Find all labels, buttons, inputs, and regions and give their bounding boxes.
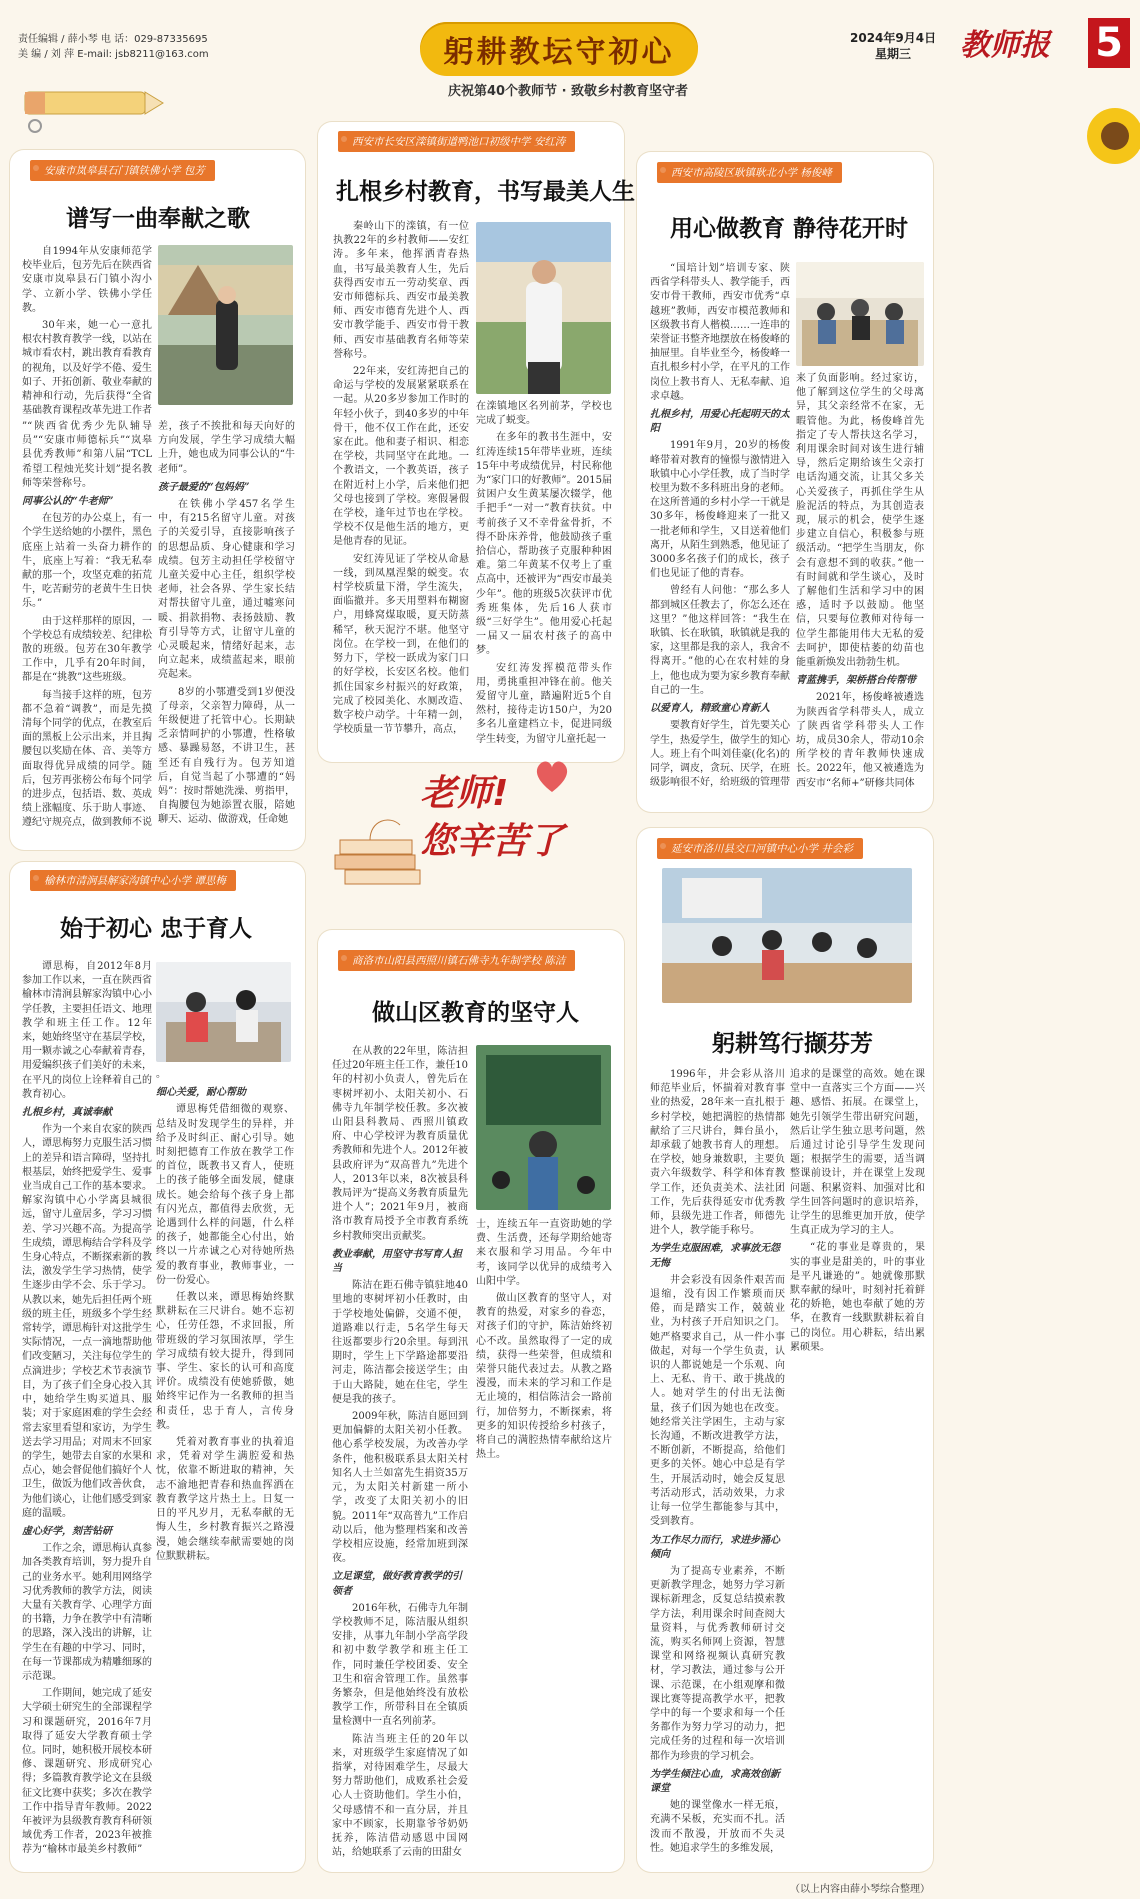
section-heading: 青蓝携手，架桥搭台传帮带 xyxy=(796,675,916,687)
paragraph: 2016年秋，石佛寺九年制学校教师不足，陈洁服从组织安排，从事九年制小学高学段和初中数学教学和班主任工作，同时兼任学校团委、安全卫生和宿舍管理工作。虽然事务繁杂，但是他始终没有放松教学工作，所带科目在全镇质量检测中一直名列前茅。 xyxy=(332,1602,468,1728)
paragraph: 陈洁当班主任的20年以来，对班级学生家庭情况了如指掌，对待困难学生，尽最大努力帮助他们，成败系社会爱心人士资助他们。学生小伯，父母感情不和一直分居，并且家中不顾家，长期靠爷爷奶奶抚养，陈洁借动感恩中国网站，给她联系了云南的田甜女 xyxy=(332,1733,468,1859)
pencil-illustration-icon xyxy=(15,66,165,146)
section-heading: 教业奉献，用坚守书写育人担当 xyxy=(332,1248,462,1275)
paragraph: 来了负面影响。经过家访，他了解到这位学生的父母离异，其父亲经常不在家，无暇管他。为此，杨俊峰首先指定了专人帮扶这名学习，利用课余时间对该生进行辅导，然后定期给该生父亲打电话沟通交流，让其父多关心关爱孩子，再抓住学生从脸泥活的特点，为其创造表现，展示的机会，使学生逐步建立自信心，积极参与班级活动。“把学生当朋友，你会有意想不到的收获。”他一有时间就和学生谈心，及时了解他们生活和学习中的困惑，适时予以鼓励。他坚信，只要每位教师对待每一位学生都能用伟大无私的爱去呵护，即使枯萎的幼苗也能重新焕发出勃勃生机。 xyxy=(796,373,924,669)
paragraph: 安红涛发挥模范带头作用，勇挑重担冲锋在前。他关爱留守儿童，踏遍附近5个自然村，接待走访150户，为20多名儿童建档立卡，促进同级学生转变，为留守儿童托起一 xyxy=(476,662,612,745)
paragraph: 追求的是课堂的高效。她在课堂中一直落实三个方面——兴趣、感悟、拓展。在课堂上，她先引领学生带出研究问题，然后让学生独立思考问题，然后通过讨论引导学生发现问题；根据学生的需要，适当调整课前设计，并在课堂上发现问题、积累资料、加强对比和学生回答问题时的意识培养，让学生的思维更加开放，使学生真正成为学习的主人。 xyxy=(790,1069,925,1237)
article-title: 躬耕笃行撷芬芳 xyxy=(712,1031,873,1057)
books-illustration-icon xyxy=(330,800,425,895)
article-author-tag: 西安市高陵区耿镇耿北小学 杨俊峰 xyxy=(657,162,842,183)
paragraph: “国培计划”培训专家、陕西省学科带头人、教学能手，西安市骨干教师，西安市优秀“卓越班”教师，西安市模范教师和区级教书育人楷模……一连串的荣誉证书整齐地摆放在杨俊峰的抽屉里。自毕业至今，杨俊峰一直扎根乡村小学，在平凡的工作岗位上教书育人、无私奉献、追求卓越。 xyxy=(650,263,790,402)
paragraph: 2009年秋，陈洁自愿回到更加偏僻的太阳关初小任教。他心系学校发展，为改善办学条件，他积极联系县太阳关村知名人士兰如富先生捐资35万元，为太阳关村新建一所小学，改变了太阳关初小的旧貌。2011年“双高普九”工作启动以后，他为整理档案和改善学校相应设施，经常加班到深夜。 xyxy=(332,1411,468,1565)
page-number: 5 xyxy=(1088,18,1130,68)
banner-title: 躬耕教坛守初心 xyxy=(420,22,698,76)
heart-icon xyxy=(532,758,572,796)
article-author-tag: 商洛市山阳县西照川镇石佛寺九年制学校 陈洁 xyxy=(338,950,575,971)
section-heading: 细心关爱，耐心帮助 xyxy=(156,1087,246,1099)
paragraph: 任教以来，谭思梅始终默默耕耘在三尺讲台。她不忘初心，任劳任怨，不求回报，所带班级的学习氛围浓厚，学生学习成绩有较大提升，得到同事、学生、家长的认可和高度评价。成绩没有使她骄傲，她始终牢记作为一名教师的担当和责任，忠于育人，言传身教。 xyxy=(156,1292,294,1431)
paragraph: 在滦镇地区名列前茅，学校也完成了蜕变。 xyxy=(476,401,612,427)
section-heading: 虚心好学，刻苦钻研 xyxy=(22,1525,112,1537)
paragraph: 要教育好学生，首先要关心学生，热爱学生，做学生的知心人。班上有个叫刘佳豪(化名)的同学，调皮，贪玩、厌学，在班级影响很不好，给班级的管理带 xyxy=(650,720,790,789)
paper-logo: 教师报 xyxy=(960,28,1050,63)
paragraph: 由于这样那样的原因，一个学校总有成绩较差、纪律松散的班级。包芳在30年教学工作中，几乎有20年时间，都是在“挑教”这些班级。 xyxy=(22,615,152,684)
paragraph: 曾经有人问他：“那么多人都到城区任教去了，你怎么还在这里？”他这样回答：“我生在耿镇、长在耿镇，耿镇就是我的家，这里都是我的亲人，我舍不得离开。”他的心在农村娃的身上，他也成为要为家乡教育奉献自己的一生。 xyxy=(650,585,790,696)
article-body-col2 xyxy=(790,1068,925,1865)
section-heading: 同事公认的“牛老师” xyxy=(22,496,114,508)
article-body-col2 xyxy=(22,420,152,840)
article-body-col2 xyxy=(156,1068,294,1865)
banner-subtitle: 庆祝第40个教师节 · 致敬乡村教育坚守者 xyxy=(447,84,689,99)
footer-credit: （以上内容由薛小琴综合整理） xyxy=(790,1884,930,1895)
paragraph: 工作之余，谭思梅认真参加各类教育培训，努力提升自己的业务水平。她利用网络学习优秀教师的教学方法，阅读大量有关教育学、心理学方面的书籍，力争在教学中有清晰的思路，深入浅出的讲解，让学生在有趣的中学习、同时，在每一节课都成为精雕细琢的示范课。 xyxy=(22,1543,152,1682)
section-heading: 为工作尽力而行，求进步涌心倾向 xyxy=(650,1534,780,1560)
article-body-col3 xyxy=(158,420,295,840)
paragraph: 谭思梅凭借细微的观察、总结及时发现学生的异样，并给予及时纠正、耐心引导。她时刻把德育工作放在教学工作的首位，既教书又育人，使班上的孩子能够全面发展，健康成长。她会给每个孩子身上都有闪光点，都值得去欣赏，无论遇到什么样的问题，什么样的孩子，她都能全心付出，始终以一片赤诚之心对待她所热爱的教育事业，教师事业，一份一份爱心。 xyxy=(156,1104,294,1286)
paragraph: 1996年，井会彩从洛川师范毕业后，怀揣着对教育事业的热爱，28年来一直扎根于乡村学校，她把满腔的热情都献给了三尺讲台，舞台虽小，却承载了她教书育人的理想。在学校，她身兼数职，主要负责六年级数学、科学和体育教学工作，还负责美术、法社团工作，先后获得延安市优秀教师，县级先进工作者，师德先进个人，教学能手称号。 xyxy=(650,1069,785,1237)
section-heading: 为学生倾注心血，求高效创新课堂 xyxy=(650,1768,780,1794)
paragraph: 在包芳的办公桌上，有一个学生送给她的小摆件，黑色底座上站着一头奋力耕作的牛，底座上写着：“我无私奉献的那一个，攻坚克难的拓荒牛，吃苦耐劳的老黄牛生日快乐。” xyxy=(22,513,152,610)
article-title: 用心做教育 静待花开时 xyxy=(670,216,909,242)
article-author-tag: 榆林市清涧县解家沟镇中心小学 谭思梅 xyxy=(30,870,236,891)
paragraph: 每当接手这样的班，包芳都不急着“调教”，而是先摸清每个同学的优点，在教室后面的黑板上公示出来，并且掏腰包以奖励在体、音、美等方面取得优异成绩的同学。随后，包芳再张榜公布每个同学的进步点，包括语、数、英成绩上涨幅度、乐于助人事迹、遵纪守规亮点，做到教师不说 xyxy=(22,689,152,829)
art-editor-line: 美 编 / 刘 萍 E-mail: jsb8211@163.com xyxy=(18,49,209,60)
section-heading: 以爱育人，精致童心育新人 xyxy=(650,703,770,715)
slogan-line1: 老师! xyxy=(420,773,509,814)
article-author-tag: 延安市洛川县交口河镇中心小学 井会彩 xyxy=(657,838,863,859)
article-body-col1 xyxy=(22,245,152,420)
section-heading: 孩子最爱的“包妈妈” xyxy=(158,481,250,493)
paragraph: 士，连续五年一直资助她的学费、生活费，还每学期给她寄来衣服和学习用品。今年中考，该同学以优异的成绩考入山阳中学。 xyxy=(476,1219,612,1287)
paragraph: 作为一个来自农家的陕西人，谭思梅努力克服生活习惯上的差异和语言障碍，坚持扎根基层，始终把爱学生、爱事业当成自己工作的基本要求。解家沟镇中心小学离县城很远，留守儿童居多，学习习惯差、学习兴趣不高。为提高学生成绩，谭思梅结合学科及学生身心特点，不断探索新的教法，激发学生学习热情，使学生逐步由学不会、乐于学习。从教以来，她先后担任两个班级的班主任，班级多个学生经常转学，谭思梅针对这批学生实际情况，一点一滴地帮助他们改变陋习，关注每位学生的点滴进步；学校艺术节表演节目，为了孩子们全身心投入其中，她给学生购买道具、服装；对于家庭困难的学生会经常去家里看望和家访，为学生送去学习用品；对周末不回家的学生，她带去自家的水果和点心，她会督促他们搞好个人卫生，做饭为他们改善伙食，为他们谈心，让他们感受到家庭的温暖。 xyxy=(22,1124,152,1519)
section-heading: 扎根乡村，用爱心托起明天的太阳 xyxy=(650,409,790,435)
paragraph: ”“陕西省优秀少先队辅导员”“安康市师德标兵”“岚皋县优秀教师”和第八届“TCL希望工程烛光奖计划”提名教师等荣誉称号。 xyxy=(22,421,152,489)
paragraph: 2021年，杨俊峰被遴选为陕西省学科带头人，成立了陕西省学科带头人工作坊，成员30余人，带动10余所学校的青年教师快速成长。2022年，他又被遴选为西安市“名师+”研修共同体 xyxy=(796,692,924,789)
paragraph: 为了提高专业素养，不断更新教学理念，她努力学习新课标新理念，反复总结摸索教学方法，利用课余时间查阅大量资料，与优秀教师研讨交流，购买名师网上资源，智慧课堂和网络视频认真研究教材，学习教法，通过参与公开课、示范课，在小组观摩和微课比赛等提高教学水平，把教学中的每一个要求和每一个任务都作为努力学习的动力，把完成任务的过程和每一次培训都作为珍贵的学习机会。 xyxy=(650,1565,785,1762)
section-heading: 立足课堂，做好教育教学的引领者 xyxy=(332,1571,462,1597)
paragraph: 差，孩子不挨批和每天向好的方向发展，学生学习成绩大幅上升，她也成为同事公认的“牛老师”。 xyxy=(158,421,295,475)
article-body-col2 xyxy=(476,400,612,752)
section-heading: 为学生克服困难，求事放无怨无悔 xyxy=(650,1243,780,1269)
paragraph: 安红涛见证了学校从命悬一线，到凤凰涅槃的蜕变。农村学校质量下滑，学生流失，面临撤并。多天用塑料布糊窗户，用蜂窝煤取暖，夏天防蒸稀罕，秋天泥泞不堪。他坚守岗位。在学校一到，在他们的努力下，学校一跃成为家门口的好学校，长安区名校。他们抓住国家乡村振兴的好政策，完成了校园美化、水厕改造、数字校户动学。十年精一剑，学校质量一节节攀升，高点， xyxy=(333,553,469,736)
paragraph: 8岁的小鄂遭受到1岁便没了母亲，父亲智力障碍，从一年级便进了托管中心。长期缺乏亲情呵护的小鄂遭，性格敏感、暴躁易怒，不讲卫生，甚至还有自残行为。包芳知道后，自觉当起了小鄂遭的“妈妈”：按时帮她洗澡、剪指甲，自掏腰包为她添置衣服，陪她聊天、运动、做游戏，任命她 xyxy=(158,686,295,826)
paragraph: 在从教的22年里，陈洁担任过20年班主任工作，兼任10年的村初小负责人，曾先后在枣树坪初小、太阳关初小、石佛寺九年制学校任教。多次被山阳县科教局、西照川镇政府、中心学校评为教育质量优秀教师和先进个人。2012年被县政府评为“双高普九”先进个人，2013年以来，8次被县科教局评为“提高义务教育质量先进个人”；2021年9月，被商洛市教育局授予全市教育系统乡村教师突出贡献奖。 xyxy=(332,1046,468,1242)
teacher-students-photo xyxy=(662,868,912,1003)
issue-date xyxy=(850,30,936,62)
paragraph: 她的课堂像水一样无痕，充满不呆板，充实而不扎。活泼而不散漫，开放而不失灵性。她追求学生的多维发展， xyxy=(650,1800,785,1854)
paragraph: 。 xyxy=(156,1069,166,1080)
paragraph: “花的事业是尊贵的，果实的事业是甜美的，叶的事业是平凡谦逊的”。她就像那默默奉献的绿叶，时刻衬托着鲜花的娇艳，她也奉献了她的芳华，在教育一线默默耕耘着自己的岗位。用心耕耘，结出累累硕果。 xyxy=(790,1242,925,1353)
sunflower-icon xyxy=(1060,96,1140,186)
article-title: 做山区教育的坚守人 xyxy=(372,1000,579,1026)
teacher-classroom-photo xyxy=(476,1045,611,1210)
article-title: 谱写一曲奉献之歌 xyxy=(66,206,250,232)
paragraph: 工作期间，她完成了延安大学硕士研究生的全部课程学习和课题研究，2016年7月取得了延安大学教育硕士学位。同时，她积极开展校本研修、课题研究、形成研究心得；多篇教育教学论文在县级征文比赛中获奖；多次在教学工作中指导青年教师。2022年被评为县级教育教育科研领域优秀工作者，2023年被推荐为“榆林市最美乡村教师” xyxy=(22,1688,152,1856)
slogan-line2: 您辛苦了 xyxy=(420,821,565,862)
article-title: 扎根乡村教育，书写最美人生 xyxy=(336,179,635,205)
article-body-col2 xyxy=(476,1218,612,1865)
article-body-col1 xyxy=(650,262,790,802)
paragraph: 凭着对教育事业的执着追求，凭着对学生满腔爱和热忱，依靠不断进取的精神，矢志不渝地把青春和热血挥洒在教育教学这片热土上。日复一日的平凡岁月，无私奉献的无悔人生，乡村教育振兴之路漫漫，她会继续奉献需要她的岗位默默耕耘。 xyxy=(156,1437,294,1562)
editor-line: 责任编辑 / 薛小琴 电 话：029-87335695 xyxy=(18,34,208,45)
article-body-col1 xyxy=(650,1068,785,1865)
article-title: 始于初心 忠于育人 xyxy=(60,916,253,942)
teacher-photo xyxy=(476,222,611,394)
section-heading: 扎根乡村，真诚奉献 xyxy=(22,1107,112,1119)
paragraph: 1991年9月，20岁的杨俊峰带着对教育的憧憬与激情进入耿镇中心小学任教，成了当时学校里为数不多科班出身的老师。在这所普通的乡村小学一干就是30多年，杨俊峰迎来了一批又一批老师和学生，又目送着他们离开，从陌生到熟悉，他见证了3000多名孩子们的成长，孩子们也见证了他的青春。 xyxy=(650,440,790,580)
article-body-col1 xyxy=(22,960,152,1865)
article-body-col1 xyxy=(332,1045,468,1865)
date-text: 2024年9月4日 xyxy=(850,31,937,45)
paragraph: 谭思梅，自2012年8月参加工作以来，一直在陕西省榆林市清涧县解家沟镇中心小学任教，主要担任语文、地理教学和班主任工作。12年来，她始终坚守在基层学校，用一颗赤诚之心奉献着青春，用爱编织孩子们美好的未来，在平凡的岗位上诠释着自己的教育初心。 xyxy=(22,961,152,1100)
paragraph: 井会彩没有因条件艰苦而退缩，没有因工作繁琐而厌倦，而是踏实工作，兢兢业业，为村孩子开启知识之门。她严格要求自己，从一件小事做起，对每一个学生负责，认识的人都说她是一个乐观、向上、无私、肯干、敢于挑战的人。她对学生的付出无法衡量，孩子们因为她也在改变。她经常关注学困生，主动与家长沟通，不断改进教学方法，不断创新，不断提高，给他们更多的关怀。她心中总是有学生，开展活动时，她会反复思考活动形式，活动效果，力求让每一位学生都能参与其中，受到教育。 xyxy=(650,1274,785,1528)
paragraph: 自1994年从安康师范学校毕业后，包芳先后在陕西省安康市岚皋县石门镇小沟小学、立新小学、铁佛小学任教。 xyxy=(22,246,152,314)
paragraph: 在多年的教书生涯中，安红涛连续15年带毕业班，连续15年中考成绩优异，村民称他为“家门口的好教师”。2015届贫困户女生黄某屡次辍学，他手把手“一对一”教育扶贫。中考前孩子又不幸骨盆骨折，不得不卧床养骨，他鼓励孩子重拾信心，帮助孩子克服种种困难。第二年黄某不仅考上了重点高中，还被评为“西安市最美少年”。他的班级5次获评市优秀班集体，先后16人获市级“三好学生”。他用爱心托起一届又一届农村孩子的高中梦。 xyxy=(476,432,612,657)
weekday-text: 星期三 xyxy=(875,47,912,61)
article-author-tag: 安康市岚皋县石门镇铁佛小学 包芳 xyxy=(30,160,215,181)
paragraph: 30年来，她一心一意扎根农村教育教学一线，以站在城市看农村，跳出教育看教育的视角，以及好学不倦、爱生如子、开拓创新、敬业奉献的精神和行动，先后获得“全省基础教育课程改革先进工作者 xyxy=(22,320,152,417)
tutoring-photo xyxy=(156,962,291,1062)
article-body-col2 xyxy=(796,372,924,802)
paragraph: 做山区教育的坚守人，对教育的热爱，对家乡的眷恋，对孩子们的守护，陈洁始终初心不改。虽然取得了一定的成绩，获得一些荣誉，但成绩和荣誉只能代表过去。从教之路漫漫，而未来的学习和工作是无止境的，相信陈洁会一路前行，加倍努力，不断探索，将更多的知识传授给乡村孩子，将自己的满腔热情奉献给这片热土。 xyxy=(476,1293,612,1461)
classroom-photo xyxy=(796,262,924,366)
paragraph: 陈洁在距石佛寺镇驻地40里地的枣树坪初小任教时，由于学校地处偏僻，交通不便，道路难以行走，5名学生每天往返都要步行20余里。每到汛期时，学生上下学路途都要沿河走，陈洁都会接送学生；由于山大路陡，她在住宅，学生便是我的孩子。 xyxy=(332,1280,468,1405)
teacher-photo xyxy=(158,245,293,405)
article-body-col1 xyxy=(333,220,469,752)
paragraph: 在铁佛小学457名学生中，有215名留守儿童。对孩子的关爱引导，直接影响孩子的思想品质、身心健康和学习成绩。包芳主动担任学校留守儿童关爱中心主任，组织学校老师，社会各界、学生家长结对帮扶留守儿童，通过嘘寒问暖、捐款捐物、表扬鼓励、教育引导等方式，让留守儿童的心灵暖起来，情绪好起来，志向立起来，成绩蓝起来，眼前亮起来。 xyxy=(158,499,295,681)
paragraph: 22年来，安红涛把自己的命运与学校的发展紧紧联系在一起。从20多岁参加工作时的年轻小伙子，到40多岁的中年骨干，他不仅工作在此，还安家在此。他和妻子相识、相恋在学校，共同坚守在此地。一个教语文，一个教英语，孩子在附近村上小学，后来他们把父母也接到了学校。寒假暑假在学校，逢年过节也在学校。学校不仅是他生活的地方，更是他青春的见证。 xyxy=(333,366,469,548)
article-author-tag: 西安市长安区滦镇街道鸭池口初级中学 安红涛 xyxy=(338,131,575,152)
paragraph: 秦岭山下的滦镇，有一位执教22年的乡村教师——安红涛。多年来，他挥洒青春热血，书写最美教育人生，先后获得西安市五一劳动奖章、西安市师德标兵、西安市最美教师、西安市德育先进个人、西安市教学能手、西安市骨干教师、西安市基础教育名师等荣誉称号。 xyxy=(333,221,469,360)
